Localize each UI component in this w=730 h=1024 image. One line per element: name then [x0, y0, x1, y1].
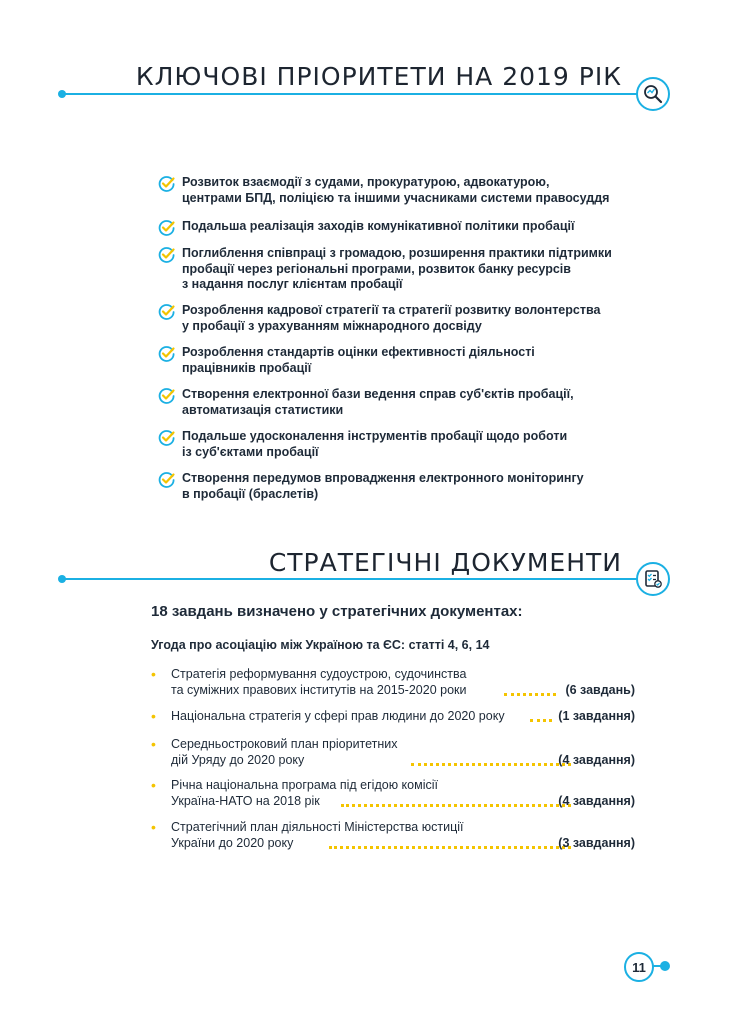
checkmark-circle-icon [158, 175, 176, 193]
priority-line: у пробації з урахуванням міжнародного досвіду [182, 318, 482, 333]
section-title-priorities: КЛЮЧОВІ ПРІОРИТЕТИ НА 2019 РІК [135, 62, 622, 91]
priority-item [158, 175, 652, 206]
priority-item [158, 387, 652, 418]
priority-line: пробації через регіональні програми, розвиток банку ресурсів [182, 261, 571, 276]
checkmark-circle-icon [158, 219, 176, 237]
checkmark-circle-icon [158, 303, 176, 321]
document-line: Україна-НАТО на 2018 рік [171, 793, 320, 808]
page-number-connector [652, 965, 664, 967]
priority-line: автоматизація статистики [182, 402, 344, 417]
priority-line: Подальша реалізація заходів комунікативної політики пробації [182, 219, 575, 233]
priority-item [158, 471, 652, 502]
dotted-leader [341, 804, 571, 807]
task-count: (4 завдання) [558, 793, 635, 808]
priority-line: Поглиблення співпраці з громадою, розширення практики підтримки [182, 246, 612, 260]
checkmark-circle-icon [158, 246, 176, 264]
document-line: Стратегічний план діяльності Міністерства юстиції [171, 820, 464, 834]
priority-line: із суб'єктами пробації [182, 444, 319, 459]
dotted-leader [504, 693, 556, 696]
priority-line: працівників пробації [182, 360, 312, 375]
bullet-dot: • [151, 736, 156, 752]
document-line: Стратегія реформування судоустрою, судочинства [171, 667, 467, 681]
document-title [171, 709, 505, 725]
document-line: Річна національна програма під егідою комісії [171, 778, 438, 792]
title-rule [60, 578, 638, 580]
priority-line: в пробації (браслетів) [182, 486, 319, 501]
document-line: Середньостроковий план пріоритетних [171, 737, 398, 751]
document-title [171, 667, 466, 698]
priority-item [158, 303, 652, 334]
bullet-dot: • [151, 777, 156, 793]
dotted-leader [411, 763, 571, 766]
checklist-icon [636, 562, 670, 596]
checkmark-circle-icon [158, 387, 176, 405]
priority-line: Створення передумов впровадження електронного моніторингу [182, 471, 584, 485]
magnifier-chart-icon [636, 77, 670, 111]
task-count: (1 завдання) [558, 709, 635, 723]
priority-line: з надання послуг клієнтам пробації [182, 277, 403, 291]
documents-heading: 18 завдань визначено у стратегічних документах: [151, 603, 523, 620]
bullet-dot: • [151, 819, 156, 835]
checkmark-circle-icon [158, 429, 176, 447]
document-line: Національна стратегія у сфері прав людини до 2020 року [171, 709, 505, 723]
document-line: України до 2020 року [171, 835, 294, 850]
document-line: та суміжних правових інститутів на 2015-2020 роки [171, 682, 467, 697]
priority-item [158, 429, 652, 460]
checkmark-circle-icon [158, 471, 176, 489]
bullet-dot: • [151, 666, 156, 682]
document-title [171, 737, 398, 768]
priority-item [158, 345, 652, 376]
priority-item [158, 219, 652, 235]
priority-line: Подальше удосконалення інструментів пробації щодо роботи [182, 429, 568, 443]
task-count: (6 завдань) [565, 682, 635, 697]
priority-line: Розвиток взаємодії з судами, прокуратурою, адвокатурою, [182, 175, 550, 189]
priority-line: Розроблення кадрової стратегії та стратегії розвитку волонтерства [182, 303, 601, 317]
dotted-leader [530, 719, 552, 722]
dotted-leader [329, 846, 571, 849]
page-number: 11 [624, 952, 654, 982]
documents-subheading: Угода про асоціацію між Україною та ЄС: статті 4, 6, 14 [151, 638, 490, 652]
priority-item [158, 246, 652, 293]
document-line: дій Уряду до 2020 року [171, 752, 305, 767]
checkmark-circle-icon [158, 345, 176, 363]
task-count: (4 завдання) [558, 752, 635, 767]
task-count: (3 завдання) [558, 835, 635, 850]
priority-line: центрами БПД, поліцією та іншими учасниками системи правосуддя [182, 190, 610, 205]
section-title-documents: СТРАТЕГІЧНІ ДОКУМЕНТИ [268, 548, 622, 577]
bullet-dot: • [151, 708, 156, 724]
priority-line: Розроблення стандартів оцінки ефективності діяльності [182, 345, 535, 359]
priority-line: Створення електронної бази ведення справ суб'єктів пробації, [182, 387, 574, 401]
title-rule [60, 93, 638, 95]
